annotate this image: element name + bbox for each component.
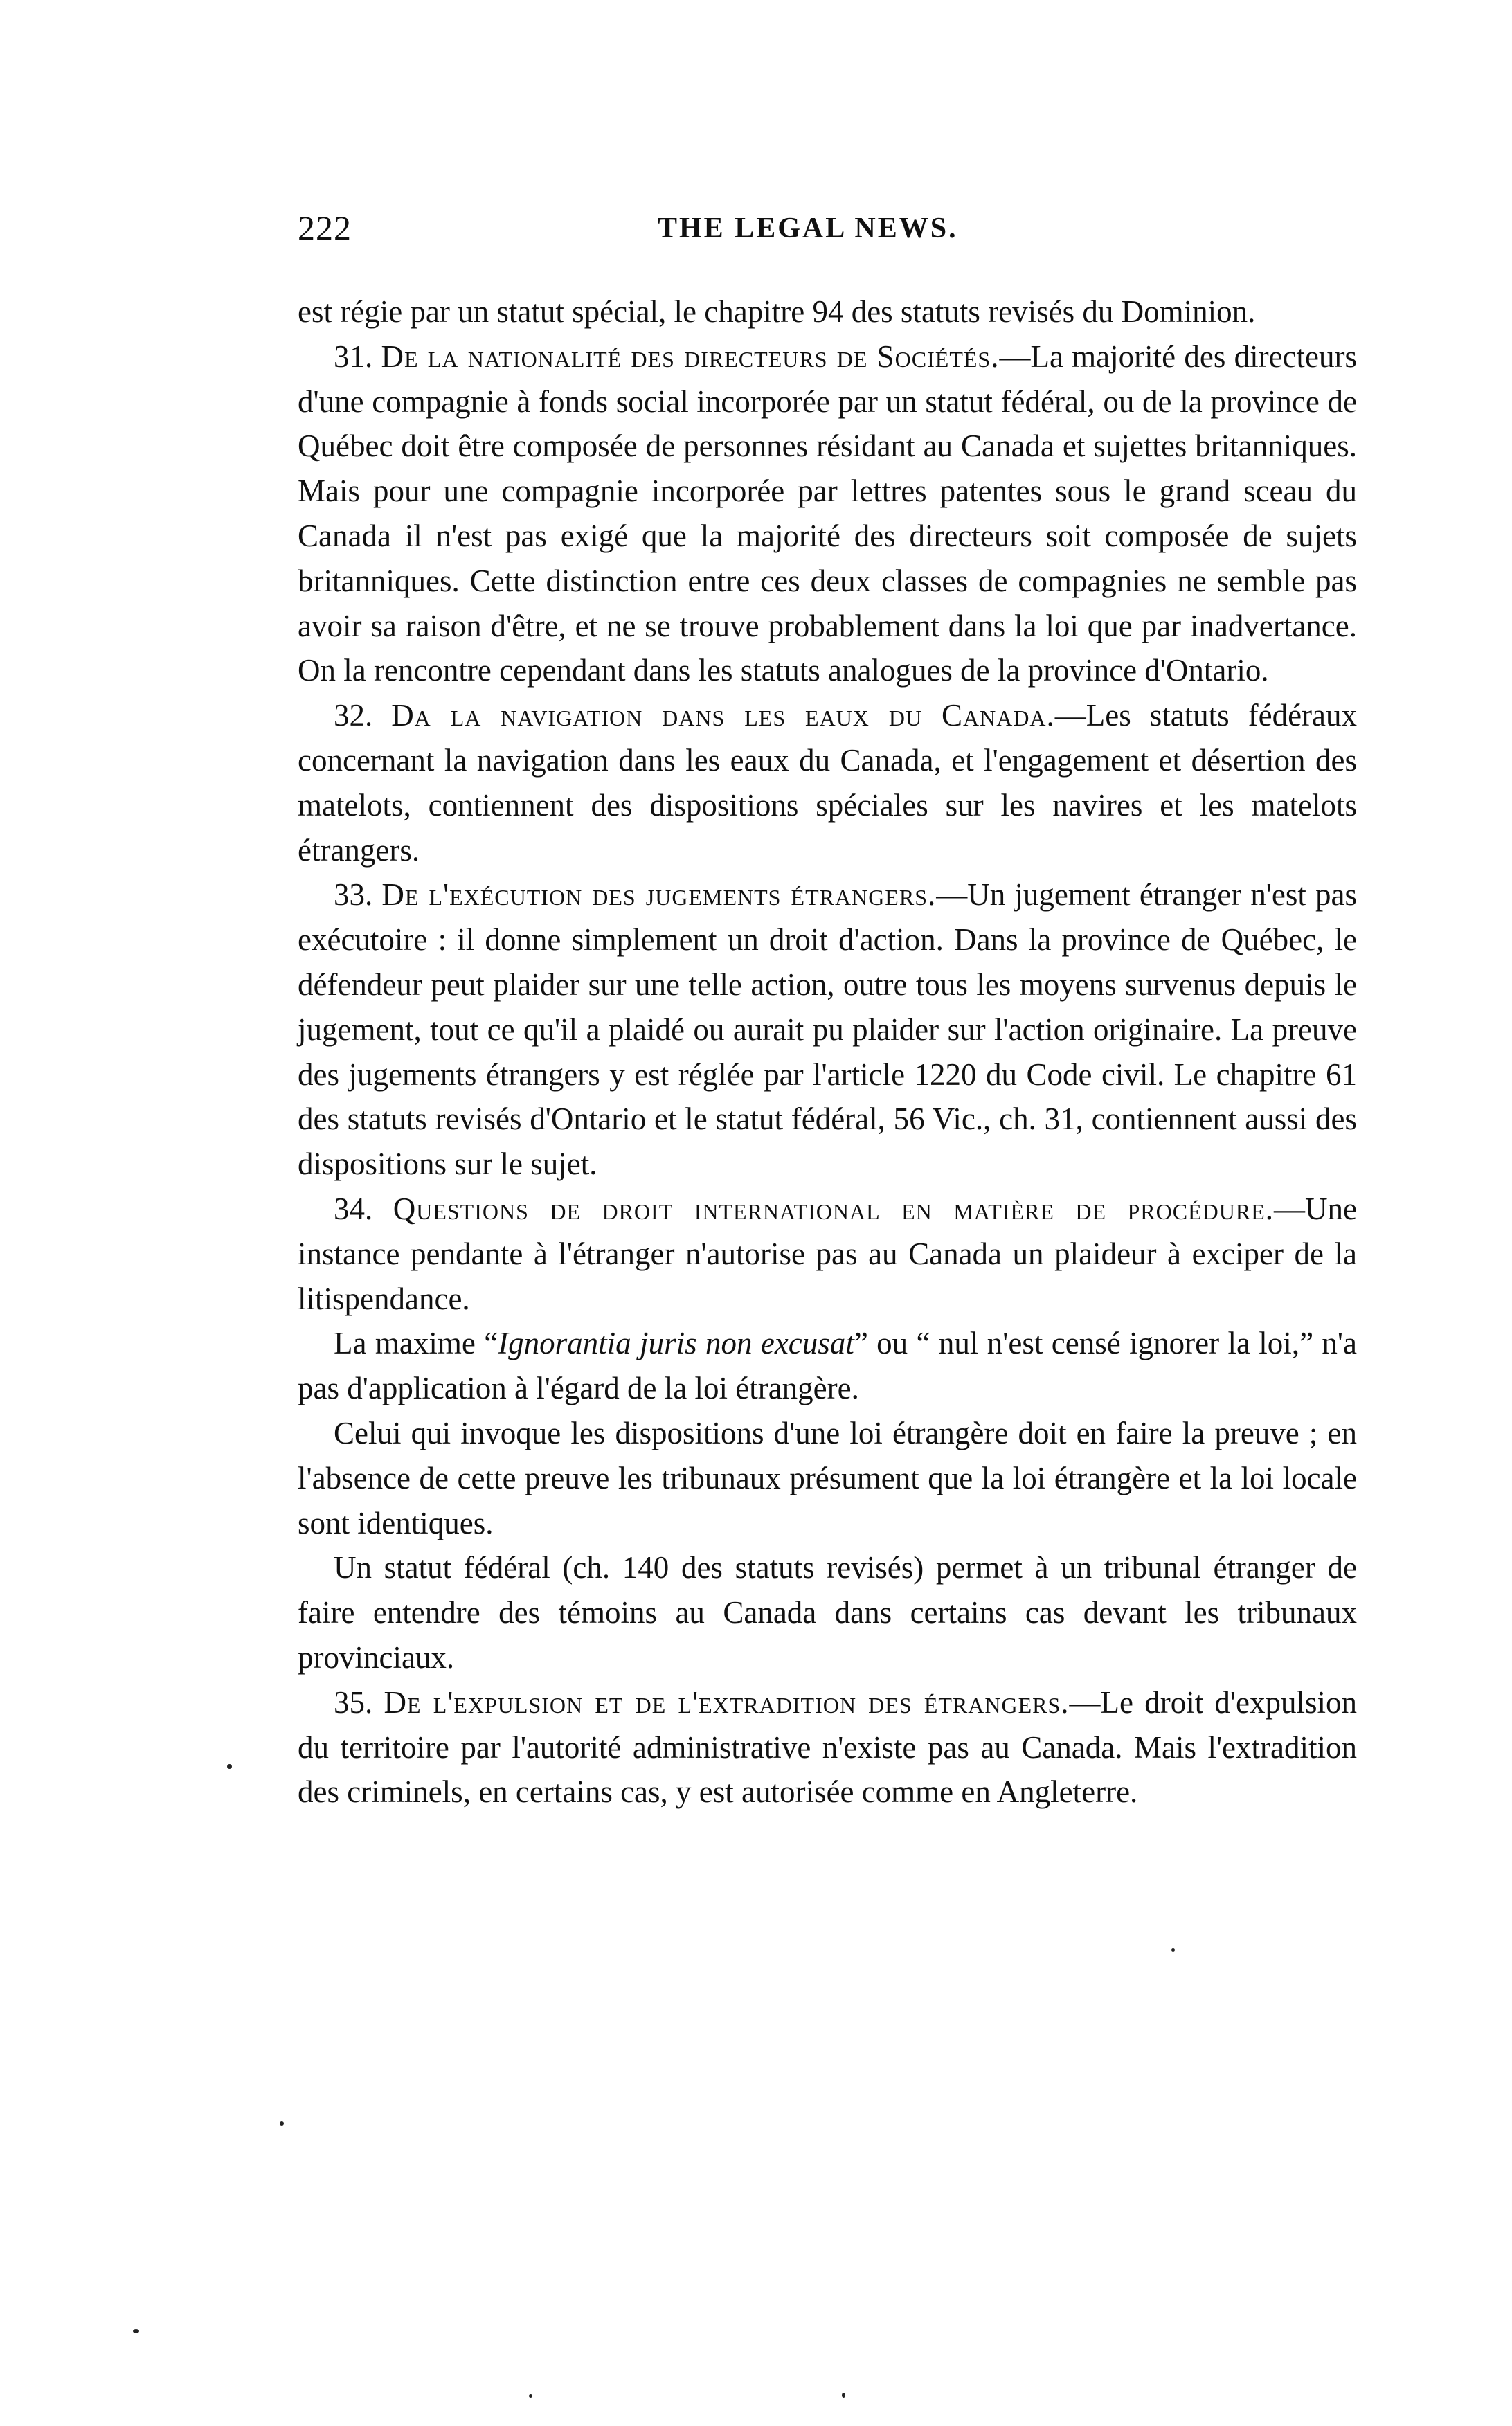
section-title: De la nationalité des directeurs de Sociétés. [381,339,1000,374]
scan-speck [227,1764,232,1769]
section-title: Da la navigation dans les eaux du Canada. [391,698,1055,733]
section-title: De l'expulsion et de l'extradition des étrangers. [384,1684,1070,1720]
section-35 [298,1680,1357,1815]
scan-speck [1171,1948,1175,1952]
section-31 [298,334,1357,693]
section-number: 33. [334,877,373,913]
section-number: 32. [334,698,373,733]
proof-text: Celui qui invoque les dispositions d'une loi étrangère doit en faire la preuve ; en l'absence de cette preuve les tribunaux présument que la loi étrangère et la loi locale sont identiques. [298,1415,1357,1540]
section-text: —Un jugement étranger n'est pas exécutoire : il donne simplement un droit d'action. Dans la province de Québec, le défendeur peut plaider sur une telle action, outre tous les moyens survenus depuis le jugement, tout ce qu'il a plaidé ou aurait pu plaider sur l'action originaire. La preuve des jugements étrangers y est réglée par l'article 1220 du Code civil. Le chapitre 61 des statuts revisés d'Ontario et le statut fédéral, 56 Vic., ch. 31, contiennent aussi des dispositions sur le sujet. [298,877,1357,1182]
maxim-paragraph [298,1321,1357,1411]
section-text: —Une instance pendante à l'étranger n'autorise pas au Canada un plaideur à exciper de la litispendance. [298,1191,1357,1316]
section-number: 35. [334,1684,373,1720]
section-text: —Les statuts fédéraux concernant la navigation dans les eaux du Canada, et l'engagement et désertion des matelots, contiennent des dispositions spéciales sur les navires et les matelots étrangers. [298,698,1358,868]
maxim-rest: ” ou “ nul n'est censé ignorer la loi,” n'a pas d'application à l'égard de la loi étrangère. [298,1326,1358,1406]
scan-speck [529,2394,532,2398]
running-head [298,208,1357,263]
statute-paragraph [298,1545,1357,1680]
continuation-paragraph [298,289,1357,334]
proof-paragraph [298,1411,1357,1545]
section-number: 31. [334,339,373,374]
section-34 [298,1187,1357,1321]
scan-speck [280,2121,284,2126]
statute-text: Un statut fédéral (ch. 140 des statuts revisés) permet à un tribunal étranger de faire entendre des témoins au Canada dans certains cas devant les tribunaux provinciaux. [298,1550,1357,1675]
continuation-text: est régie par un statut spécial, le chapitre 94 des statuts revisés du Dominion. [298,294,1256,329]
scan-speck [842,2393,845,2398]
maxim-latin: Ignorantia juris non excusat [498,1326,854,1361]
scan-speck [133,2329,139,2333]
section-text: —Le droit d'expulsion du territoire par l'autorité administrative n'existe pas au Canada. Mais l'extradition des criminels, en certains cas, y est autorisée comme en Angleterre. [298,1684,1357,1810]
section-title: Questions de droit international en matière de procédure. [393,1191,1275,1226]
page-number: 222 [298,208,352,247]
section-title: De l'exécution des jugements étrangers. [381,877,937,913]
journal-title: THE LEGAL NEWS. [658,213,958,244]
maxim-lead: La maxime “ [334,1326,498,1361]
section-text: —La majorité des directeurs d'une compagnie à fonds social incorporée par un statut fédéral, ou de la province de Québec doit être composée de personnes résidant au Canada et sujettes britanniques. Mais pour une compagnie incorporée par lettres patentes sous le grand sceau du Canada il n'est pas exigé que la majorité des directeurs soit composée de sujets britanniques. Cette distinction entre ces deux classes de compagnies ne semble pas avoir sa raison d'être, et ne se trouve probablement dans la loi que par inadvertance. On la rencontre cependant dans les statuts analogues de la province d'Ontario. [298,339,1358,688]
section-32 [298,693,1357,872]
article-body [298,289,1357,1815]
section-number: 34. [334,1191,373,1226]
section-33 [298,872,1357,1187]
